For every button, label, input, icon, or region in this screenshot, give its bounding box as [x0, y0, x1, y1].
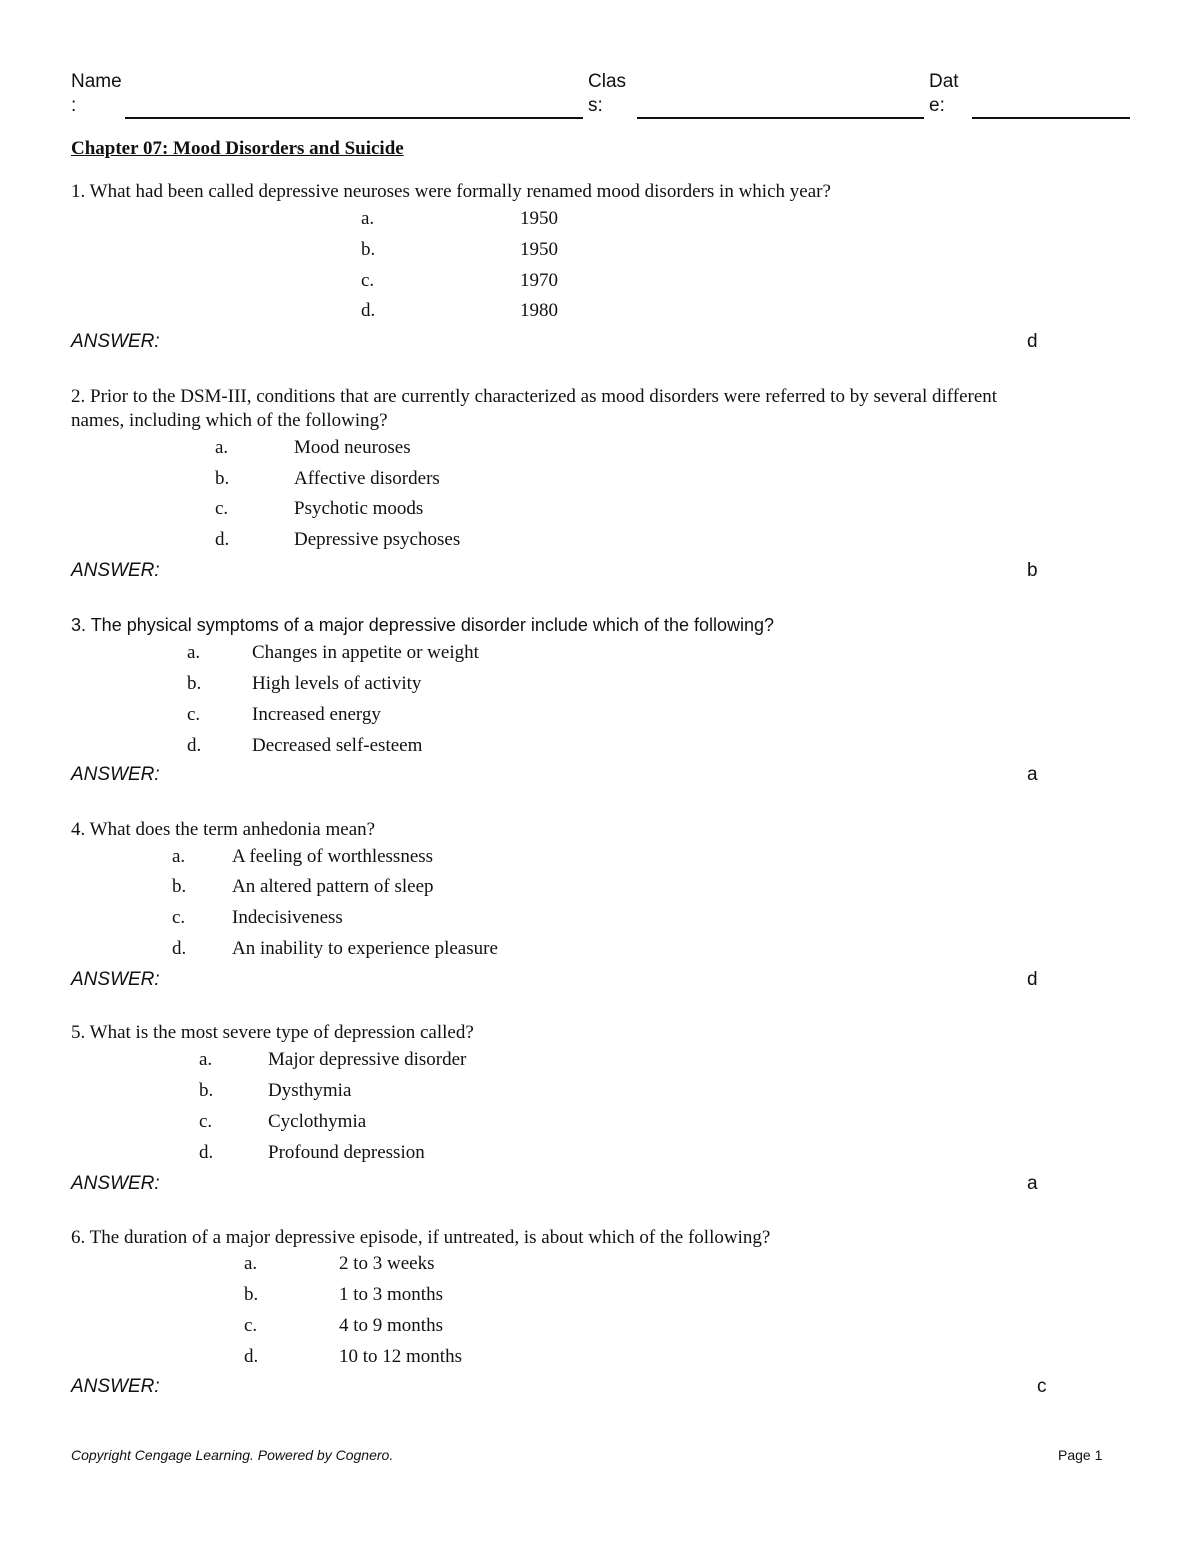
- answer-label: ANSWER:: [71, 331, 160, 352]
- date-field-line[interactable]: [972, 117, 1130, 119]
- option-letter: c.: [199, 1111, 213, 1132]
- class-label-suffix: s:: [588, 95, 603, 116]
- answer-value: d: [1027, 969, 1038, 990]
- option-text: An inability to experience pleasure: [232, 938, 498, 959]
- answer-label: ANSWER:: [71, 1173, 160, 1194]
- chapter-title: Chapter 07: Mood Disorders and Suicide: [71, 138, 404, 159]
- option-letter: a.: [244, 1253, 258, 1274]
- question-text: 3. The physical symptoms of a major depressive disorder include which of the following?: [71, 615, 775, 635]
- option-letter: c.: [187, 704, 201, 725]
- option-text: 1970: [520, 270, 558, 291]
- option-text: Major depressive disorder: [268, 1049, 467, 1070]
- option-letter: a.: [215, 437, 229, 458]
- option-text: Affective disorders: [294, 468, 440, 489]
- option-text: 1 to 3 months: [339, 1284, 443, 1305]
- option-text: Mood neuroses: [294, 437, 411, 458]
- option-letter: b.: [215, 468, 230, 489]
- question-text: 4. What does the term anhedonia mean?: [71, 819, 376, 840]
- option-text: 1980: [520, 300, 558, 321]
- answer-label: ANSWER:: [71, 1376, 160, 1397]
- option-letter: c.: [361, 270, 375, 291]
- copyright-notice: Copyright Cengage Learning. Powered by Cognero.: [71, 1447, 394, 1463]
- answer-value: d: [1027, 331, 1038, 352]
- option-text: Depressive psychoses: [294, 529, 461, 550]
- option-text: Cyclothymia: [268, 1111, 367, 1132]
- option-text: A feeling of worthlessness: [232, 846, 434, 867]
- option-letter: c.: [172, 907, 186, 928]
- option-text: 1950: [520, 208, 558, 229]
- option-letter: c.: [215, 498, 229, 519]
- option-letter: d.: [187, 735, 202, 756]
- option-text: 1950: [520, 239, 558, 260]
- option-text: Profound depression: [268, 1142, 425, 1163]
- option-text: Dysthymia: [268, 1080, 352, 1101]
- answer-label: ANSWER:: [71, 764, 160, 785]
- option-letter: b.: [199, 1080, 214, 1101]
- option-letter: d.: [199, 1142, 214, 1163]
- option-letter: d.: [244, 1346, 259, 1367]
- name-label-colon: :: [71, 95, 77, 116]
- page-number: Page 1: [1058, 1447, 1103, 1463]
- option-text: Decreased self-esteem: [252, 735, 423, 756]
- option-text: High levels of activity: [252, 673, 422, 694]
- option-letter: a.: [187, 642, 201, 663]
- question-text: 5. What is the most severe type of depression called?: [71, 1022, 474, 1043]
- name-label: Name: [71, 71, 122, 92]
- option-letter: d.: [361, 300, 376, 321]
- date-label-suffix: e:: [929, 95, 945, 116]
- answer-value: a: [1027, 764, 1038, 785]
- answer-value: b: [1027, 560, 1038, 581]
- question-text: 1. What had been called depressive neuroses were formally renamed mood disorders in which year?: [71, 181, 831, 202]
- option-text: Indecisiveness: [232, 907, 343, 928]
- option-letter: d.: [172, 938, 187, 959]
- option-letter: d.: [215, 529, 230, 550]
- option-letter: c.: [244, 1315, 258, 1336]
- question-text-continued: names, including which of the following?: [71, 410, 388, 431]
- option-text: Increased energy: [252, 704, 381, 725]
- option-text: Psychotic moods: [294, 498, 424, 519]
- question-text: 6. The duration of a major depressive episode, if untreated, is about which of the following?: [71, 1227, 771, 1248]
- answer-label: ANSWER:: [71, 560, 160, 581]
- option-letter: b.: [187, 673, 202, 694]
- answer-value: a: [1027, 1173, 1038, 1194]
- option-letter: a.: [172, 846, 186, 867]
- date-label: Dat: [929, 71, 959, 92]
- option-letter: a.: [361, 208, 375, 229]
- option-text: An altered pattern of sleep: [232, 876, 434, 897]
- option-text: 4 to 9 months: [339, 1315, 443, 1336]
- question-text: 2. Prior to the DSM-III, conditions that are currently characterized as mood disorders were referred to by several different: [71, 386, 998, 407]
- option-text: Changes in appetite or weight: [252, 642, 479, 663]
- option-text: 10 to 12 months: [339, 1346, 462, 1367]
- name-field-line[interactable]: [125, 117, 583, 119]
- option-text: 2 to 3 weeks: [339, 1253, 435, 1274]
- option-letter: b.: [172, 876, 187, 897]
- answer-label: ANSWER:: [71, 969, 160, 990]
- class-label: Clas: [588, 71, 627, 92]
- class-field-line[interactable]: [637, 117, 924, 119]
- answer-value: c: [1037, 1376, 1047, 1397]
- option-letter: b.: [361, 239, 376, 260]
- option-letter: a.: [199, 1049, 213, 1070]
- option-letter: b.: [244, 1284, 259, 1305]
